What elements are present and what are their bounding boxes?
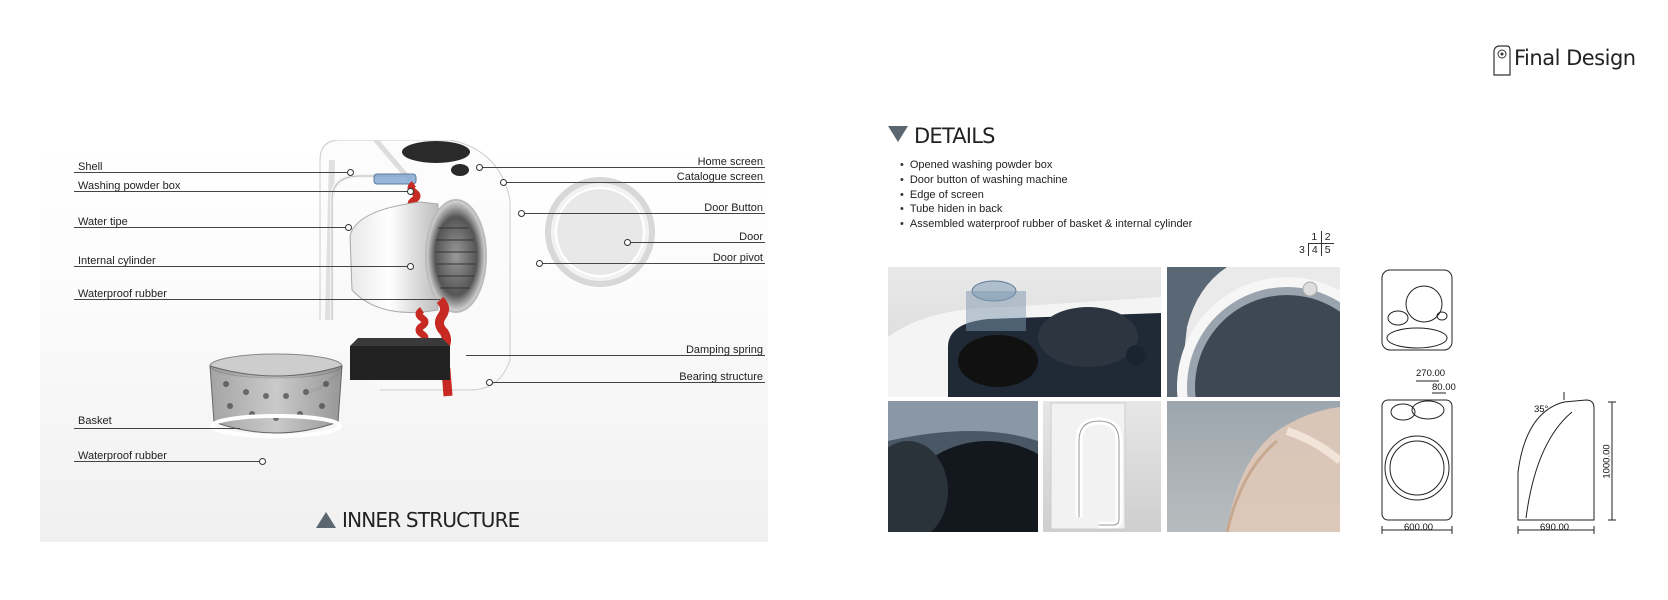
inner-structure-panel xyxy=(40,140,768,542)
leader-line xyxy=(74,191,410,192)
leader-line xyxy=(74,428,240,429)
dimension-side-depth: 690.00 xyxy=(1540,522,1570,533)
leader-line xyxy=(628,242,765,243)
label-catalogue-screen: Catalogue screen xyxy=(676,171,763,183)
final-design-logo xyxy=(1490,42,1640,78)
callout-dot xyxy=(500,179,507,186)
detail-photo-powder-box xyxy=(888,267,1161,397)
callout-dot xyxy=(624,239,631,246)
list-item: • Edge of screen xyxy=(900,188,1192,203)
detail-photo-door-button xyxy=(1167,267,1340,397)
label-water-tipe: Water tipe xyxy=(78,216,128,228)
callout-dot xyxy=(345,224,352,231)
label-home-screen: Home screen xyxy=(697,156,763,168)
triangle-down-icon xyxy=(888,126,908,142)
page-title: Final Design xyxy=(1514,46,1636,70)
detail-photo-rubber-assembly xyxy=(1167,401,1340,532)
label-damping-spring: Damping spring xyxy=(685,344,763,356)
leader-line xyxy=(74,266,410,267)
callout-dot xyxy=(536,260,543,267)
label-washing-powder-box: Washing powder box xyxy=(78,180,181,192)
list-item: • Door button of washing machine xyxy=(900,173,1192,188)
label-waterproof-rubber-bottom: Waterproof rubber xyxy=(78,450,167,462)
callout-dot xyxy=(407,188,414,195)
technical-drawings xyxy=(1376,262,1636,542)
callout-dot xyxy=(407,263,414,270)
exploded-view-illustration xyxy=(40,140,768,542)
label-bearing-structure: Bearing structure xyxy=(679,371,763,383)
details-heading: DETAILS xyxy=(888,124,995,148)
callout-dot xyxy=(486,379,493,386)
list-item: • Opened washing powder box xyxy=(900,158,1192,173)
leader-line xyxy=(522,213,765,214)
leader-line xyxy=(74,299,440,300)
leader-line xyxy=(74,227,348,228)
list-item: • Assembled waterproof rubber of basket & internal cylinder xyxy=(900,217,1192,232)
label-door-button: Door Button xyxy=(704,202,763,214)
callout-dot xyxy=(347,169,354,176)
washing-machine-icon xyxy=(1490,44,1512,76)
detail-photo-hidden-tube xyxy=(1043,401,1161,532)
label-door-pivot: Door pivot xyxy=(712,252,763,264)
dimension-front-width: 600.00 xyxy=(1404,522,1434,533)
dimension-angle: 35° xyxy=(1534,404,1549,415)
leader-line xyxy=(504,182,765,183)
list-item: • Tube hiden in back xyxy=(900,202,1192,217)
leader-line xyxy=(490,382,765,383)
leader-line xyxy=(480,167,765,168)
label-basket: Basket xyxy=(78,415,112,427)
details-list xyxy=(900,158,1192,232)
leader-line xyxy=(74,461,262,462)
callout-dot xyxy=(259,458,266,465)
leader-line xyxy=(466,355,765,356)
dimension-height: 1000.00 xyxy=(1601,444,1613,479)
photo-grid-index: 1 2 3 4 5 xyxy=(1296,231,1334,256)
leader-line xyxy=(540,263,765,264)
callout-dot xyxy=(518,210,525,217)
top-view-drawing xyxy=(1382,270,1452,350)
label-internal-cylinder: Internal cylinder xyxy=(78,255,156,267)
triangle-up-icon xyxy=(316,512,336,528)
label-waterproof-rubber-top: Waterproof rubber xyxy=(78,288,167,300)
inner-structure-heading: INNER STRUCTURE xyxy=(316,508,520,532)
leader-line xyxy=(74,172,350,173)
detail-photo-screen-edge xyxy=(888,401,1038,532)
label-shell: Shell xyxy=(78,161,103,173)
dimension-top-depth: 80.00 xyxy=(1432,382,1456,393)
front-view-drawing xyxy=(1382,381,1452,534)
dimension-top-width: 270.00 xyxy=(1416,368,1446,379)
label-door: Door xyxy=(739,231,763,243)
callout-dot xyxy=(476,164,483,171)
